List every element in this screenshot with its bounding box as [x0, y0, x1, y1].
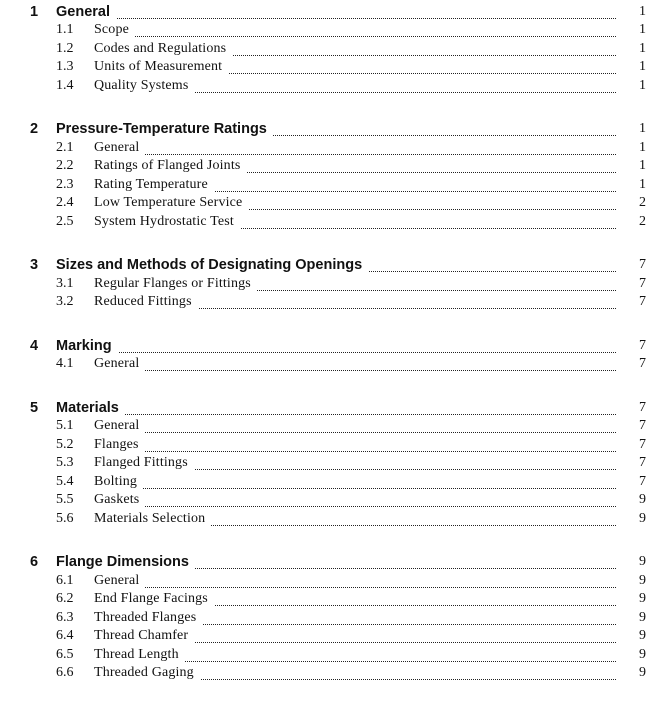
entry-number: 2.3 — [56, 176, 74, 192]
toc-section-heading[interactable] — [0, 554, 660, 573]
page-number: 9 — [626, 554, 646, 570]
page-number: 2 — [626, 195, 646, 211]
toc-entry[interactable] — [0, 59, 660, 78]
page-number: 9 — [626, 665, 646, 681]
entry-title[interactable]: Units of Measurement — [94, 59, 228, 75]
entry-number: 3.1 — [56, 275, 74, 291]
toc-entry[interactable] — [0, 492, 660, 511]
entry-number: 2.2 — [56, 158, 74, 173]
toc-entry[interactable] — [0, 195, 660, 214]
page-number: 7 — [626, 437, 646, 453]
page-number: 9 — [626, 591, 646, 607]
toc-section — [0, 257, 660, 313]
toc-entry[interactable] — [0, 665, 660, 684]
toc-entry[interactable] — [0, 213, 660, 232]
entry-title[interactable]: Scope — [94, 22, 135, 38]
toc-entry[interactable] — [0, 139, 660, 158]
entry-title[interactable]: General — [94, 418, 145, 434]
section-number: 4 — [30, 337, 39, 354]
section-number: 1 — [30, 3, 39, 20]
section-number: 3 — [30, 257, 39, 273]
entry-number: 1.4 — [56, 77, 74, 93]
toc-section-heading[interactable] — [0, 337, 660, 356]
dot-leader — [56, 352, 616, 353]
entry-title[interactable]: Threaded Gaging — [94, 665, 200, 681]
page-number: 9 — [626, 511, 646, 527]
dot-leader — [94, 451, 616, 452]
toc-entry[interactable] — [0, 40, 660, 59]
dot-leader — [94, 36, 616, 37]
toc-section — [0, 121, 660, 232]
entry-title[interactable]: Codes and Regulations — [94, 41, 232, 57]
toc-entry[interactable] — [0, 77, 660, 96]
entry-title[interactable]: Bolting — [94, 474, 143, 490]
page-number: 9 — [626, 573, 646, 589]
entry-number: 2.4 — [56, 195, 74, 210]
entry-number: 5.3 — [56, 455, 74, 470]
entry-number: 1.3 — [56, 59, 74, 74]
page-number: 9 — [626, 610, 646, 626]
toc-section — [0, 399, 660, 529]
toc-entry[interactable] — [0, 275, 660, 294]
section-title[interactable]: Flange Dimensions — [56, 554, 195, 570]
entry-number: 6.3 — [56, 609, 74, 625]
section-number: 5 — [30, 399, 39, 416]
page-number: 7 — [626, 276, 646, 292]
page-number: 7 — [626, 338, 646, 354]
page-number: 9 — [626, 628, 646, 644]
entry-number: 6.1 — [56, 572, 74, 588]
entry-number: 1.2 — [56, 40, 74, 56]
toc-entry[interactable] — [0, 436, 660, 455]
toc-entry[interactable] — [0, 22, 660, 41]
page-number: 2 — [626, 214, 646, 230]
entry-number: 5.4 — [56, 473, 74, 489]
entry-number: 2.1 — [56, 139, 74, 155]
section-number: 2 — [30, 121, 39, 137]
dot-leader — [94, 587, 616, 588]
entry-number: 6.6 — [56, 665, 74, 680]
toc-section-heading[interactable] — [0, 3, 660, 22]
page-number: 1 — [626, 59, 646, 75]
entry-title[interactable]: Materials Selection — [94, 511, 211, 527]
page-number: 9 — [626, 647, 646, 663]
entry-number: 6.4 — [56, 628, 74, 643]
dot-leader — [94, 432, 616, 433]
entry-title[interactable]: Thread Chamfer — [94, 628, 194, 644]
entry-title[interactable]: Reduced Fittings — [94, 294, 198, 310]
page-number: 1 — [626, 78, 646, 94]
entry-title[interactable]: Gaskets — [94, 492, 145, 508]
toc-entry[interactable] — [0, 294, 660, 313]
dot-leader — [56, 414, 616, 415]
entry-title[interactable]: Regular Flanges or Fittings — [94, 276, 257, 292]
toc-entry[interactable] — [0, 646, 660, 665]
table-of-contents — [0, 3, 660, 708]
entry-title[interactable]: General — [94, 573, 145, 589]
dot-leader — [94, 370, 616, 371]
entry-title[interactable]: End Flange Facings — [94, 591, 214, 607]
section-title[interactable]: Sizes and Methods of Designating Openings — [56, 257, 368, 273]
dot-leader — [94, 154, 616, 155]
toc-entry[interactable] — [0, 609, 660, 628]
page-number: 7 — [626, 455, 646, 471]
entry-title[interactable]: Low Temperature Service — [94, 195, 248, 211]
entry-number: 5.6 — [56, 510, 74, 526]
entry-title[interactable]: System Hydrostatic Test — [94, 214, 240, 230]
entry-title[interactable]: Rating Temperature — [94, 177, 214, 193]
entry-number: 3.2 — [56, 294, 74, 309]
page-number: 1 — [626, 140, 646, 156]
dot-leader — [94, 506, 616, 507]
dot-leader — [56, 18, 616, 19]
entry-number: 5.1 — [56, 418, 74, 433]
page-number: 7 — [626, 356, 646, 372]
page-number: 7 — [626, 294, 646, 310]
section-title[interactable]: Marking — [56, 338, 118, 354]
toc-entry[interactable] — [0, 418, 660, 437]
toc-section — [0, 3, 660, 96]
toc-section — [0, 337, 660, 374]
toc-entry[interactable] — [0, 455, 660, 474]
toc-section-heading[interactable] — [0, 257, 660, 276]
section-number: 6 — [30, 554, 39, 570]
page-number: 9 — [626, 492, 646, 508]
dot-leader — [94, 488, 616, 489]
page-number: 7 — [626, 400, 646, 416]
page-number: 1 — [626, 22, 646, 38]
entry-title[interactable]: General — [94, 356, 145, 372]
toc-entry[interactable] — [0, 572, 660, 591]
toc-section — [0, 554, 660, 684]
entry-title[interactable]: Quality Systems — [94, 78, 194, 94]
entry-number: 2.5 — [56, 213, 74, 229]
page-number: 1 — [626, 4, 646, 20]
entry-number: 5.2 — [56, 436, 74, 452]
section-title[interactable]: Materials — [56, 400, 125, 416]
entry-number: 6.5 — [56, 646, 74, 662]
entry-number: 6.2 — [56, 591, 74, 606]
toc-entry[interactable] — [0, 473, 660, 492]
entry-title[interactable]: Thread Length — [94, 647, 185, 663]
page-number: 1 — [626, 177, 646, 193]
entry-title[interactable]: Flanges — [94, 437, 145, 453]
toc-section-heading[interactable] — [0, 399, 660, 418]
entry-title[interactable]: Ratings of Flanged Joints — [94, 158, 246, 174]
toc-entry[interactable] — [0, 591, 660, 610]
toc-section-heading[interactable] — [0, 121, 660, 140]
section-title[interactable]: Pressure-Temperature Ratings — [56, 121, 273, 137]
page-number: 7 — [626, 418, 646, 434]
entry-title[interactable]: Threaded Flanges — [94, 610, 202, 626]
page-number: 7 — [626, 257, 646, 273]
entry-number: 5.5 — [56, 492, 74, 507]
toc-entry[interactable] — [0, 356, 660, 375]
page-number: 1 — [626, 41, 646, 57]
toc-entry[interactable] — [0, 628, 660, 647]
page-number: 1 — [626, 158, 646, 174]
entry-title[interactable]: General — [94, 140, 145, 156]
page-number: 1 — [626, 121, 646, 137]
entry-number: 1.1 — [56, 22, 74, 37]
toc-entry[interactable] — [0, 176, 660, 195]
page-number: 7 — [626, 474, 646, 490]
section-title[interactable]: General — [56, 4, 116, 20]
toc-entry[interactable] — [0, 158, 660, 177]
entry-number: 4.1 — [56, 356, 74, 371]
entry-title[interactable]: Flanged Fittings — [94, 455, 194, 471]
toc-entry[interactable] — [0, 510, 660, 529]
